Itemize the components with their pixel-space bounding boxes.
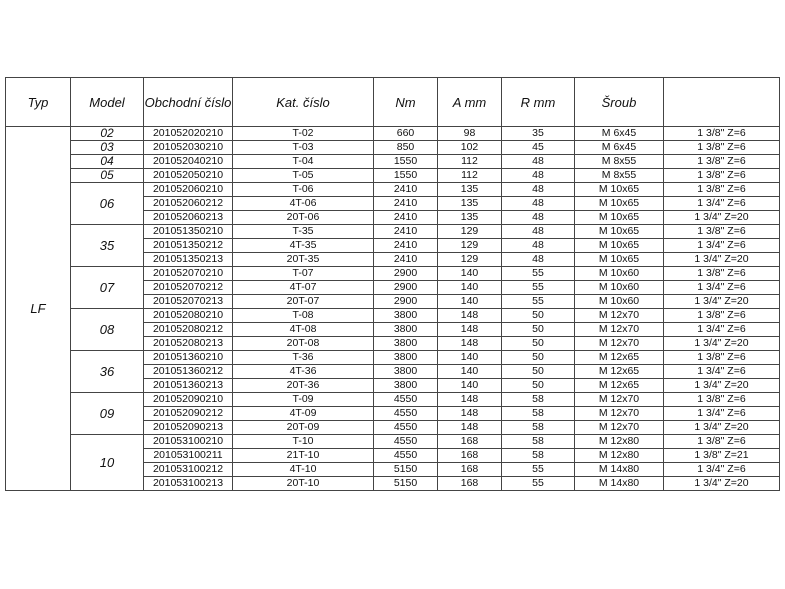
header-blank xyxy=(664,78,780,127)
r-mm-cell: 48 xyxy=(502,197,575,211)
header-nm: Nm xyxy=(374,78,438,127)
zavit-cell: 1 3/8" Z=6 xyxy=(664,393,780,407)
a-mm-cell: 148 xyxy=(438,323,502,337)
header-r-mm: R mm xyxy=(502,78,575,127)
nm-cell: 2410 xyxy=(374,211,438,225)
a-mm-cell: 112 xyxy=(438,169,502,183)
obchodni-cislo-cell: 201052070212 xyxy=(144,281,233,295)
nm-cell: 660 xyxy=(374,127,438,141)
obchodni-cislo-cell: 201052090210 xyxy=(144,393,233,407)
zavit-cell: 1 3/4" Z=20 xyxy=(664,253,780,267)
kat-cislo-cell: 4T-35 xyxy=(233,239,374,253)
model-cell: 36 xyxy=(71,351,144,393)
model-cell: 09 xyxy=(71,393,144,435)
nm-cell: 2900 xyxy=(374,267,438,281)
obchodni-cislo-cell: 201052040210 xyxy=(144,155,233,169)
nm-cell: 3800 xyxy=(374,309,438,323)
a-mm-cell: 168 xyxy=(438,435,502,449)
zavit-cell: 1 3/4" Z=6 xyxy=(664,239,780,253)
model-cell: 05 xyxy=(71,169,144,183)
r-mm-cell: 55 xyxy=(502,295,575,309)
header-model: Model xyxy=(71,78,144,127)
header-typ: Typ xyxy=(6,78,71,127)
table-row xyxy=(6,169,780,183)
model-cell: 04 xyxy=(71,155,144,169)
header-row xyxy=(6,78,780,127)
zavit-cell: 1 3/4" Z=6 xyxy=(664,281,780,295)
model-cell: 07 xyxy=(71,267,144,309)
nm-cell: 5150 xyxy=(374,463,438,477)
obchodni-cislo-cell: 201052060213 xyxy=(144,211,233,225)
zavit-cell: 1 3/8" Z=6 xyxy=(664,127,780,141)
kat-cislo-cell: T-04 xyxy=(233,155,374,169)
r-mm-cell: 50 xyxy=(502,323,575,337)
obchodni-cislo-cell: 201051350213 xyxy=(144,253,233,267)
kat-cislo-cell: T-08 xyxy=(233,309,374,323)
nm-cell: 3800 xyxy=(374,337,438,351)
sroub-cell: M 10x60 xyxy=(575,281,664,295)
kat-cislo-cell: T-07 xyxy=(233,267,374,281)
obchodni-cislo-cell: 201053100210 xyxy=(144,435,233,449)
nm-cell: 2410 xyxy=(374,239,438,253)
sroub-cell: M 12x65 xyxy=(575,365,664,379)
kat-cislo-cell: T-10 xyxy=(233,435,374,449)
header-a-mm: A mm xyxy=(438,78,502,127)
a-mm-cell: 140 xyxy=(438,365,502,379)
obchodni-cislo-cell: 201052090213 xyxy=(144,421,233,435)
obchodni-cislo-cell: 201052070210 xyxy=(144,267,233,281)
obchodni-cislo-cell: 201051360212 xyxy=(144,365,233,379)
zavit-cell: 1 3/8" Z=6 xyxy=(664,435,780,449)
r-mm-cell: 48 xyxy=(502,169,575,183)
r-mm-cell: 45 xyxy=(502,141,575,155)
sroub-cell: M 10x65 xyxy=(575,183,664,197)
zavit-cell: 1 3/4" Z=20 xyxy=(664,477,780,491)
nm-cell: 2410 xyxy=(374,225,438,239)
table-row xyxy=(6,351,780,365)
spec-table xyxy=(5,77,780,491)
r-mm-cell: 55 xyxy=(502,463,575,477)
a-mm-cell: 140 xyxy=(438,351,502,365)
sroub-cell: M 12x80 xyxy=(575,435,664,449)
table-row xyxy=(6,127,780,141)
zavit-cell: 1 3/4" Z=20 xyxy=(664,211,780,225)
kat-cislo-cell: 4T-36 xyxy=(233,365,374,379)
kat-cislo-cell: T-36 xyxy=(233,351,374,365)
kat-cislo-cell: 4T-10 xyxy=(233,463,374,477)
table-row xyxy=(6,267,780,281)
nm-cell: 4550 xyxy=(374,393,438,407)
kat-cislo-cell: 20T-06 xyxy=(233,211,374,225)
model-cell: 03 xyxy=(71,141,144,155)
a-mm-cell: 148 xyxy=(438,407,502,421)
kat-cislo-cell: T-35 xyxy=(233,225,374,239)
a-mm-cell: 98 xyxy=(438,127,502,141)
model-cell: 08 xyxy=(71,309,144,351)
nm-cell: 3800 xyxy=(374,365,438,379)
r-mm-cell: 55 xyxy=(502,477,575,491)
sroub-cell: M 10x65 xyxy=(575,197,664,211)
a-mm-cell: 148 xyxy=(438,421,502,435)
nm-cell: 1550 xyxy=(374,155,438,169)
sroub-cell: M 14x80 xyxy=(575,463,664,477)
kat-cislo-cell: 4T-08 xyxy=(233,323,374,337)
kat-cislo-cell: 20T-10 xyxy=(233,477,374,491)
zavit-cell: 1 3/4" Z=6 xyxy=(664,463,780,477)
r-mm-cell: 48 xyxy=(502,225,575,239)
a-mm-cell: 129 xyxy=(438,253,502,267)
a-mm-cell: 168 xyxy=(438,477,502,491)
nm-cell: 5150 xyxy=(374,477,438,491)
obchodni-cislo-cell: 201053100213 xyxy=(144,477,233,491)
zavit-cell: 1 3/4" Z=6 xyxy=(664,197,780,211)
sroub-cell: M 10x60 xyxy=(575,267,664,281)
sroub-cell: M 12x80 xyxy=(575,449,664,463)
r-mm-cell: 48 xyxy=(502,183,575,197)
kat-cislo-cell: 4T-07 xyxy=(233,281,374,295)
obchodni-cislo-cell: 201052020210 xyxy=(144,127,233,141)
obchodni-cislo-cell: 201053100211 xyxy=(144,449,233,463)
sroub-cell: M 6x45 xyxy=(575,127,664,141)
nm-cell: 4550 xyxy=(374,407,438,421)
r-mm-cell: 58 xyxy=(502,449,575,463)
kat-cislo-cell: 20T-07 xyxy=(233,295,374,309)
sroub-cell: M 12x70 xyxy=(575,407,664,421)
r-mm-cell: 58 xyxy=(502,407,575,421)
nm-cell: 3800 xyxy=(374,351,438,365)
table-row xyxy=(6,393,780,407)
nm-cell: 850 xyxy=(374,141,438,155)
header-kat-cislo: Kat. číslo xyxy=(233,78,374,127)
sroub-cell: M 10x65 xyxy=(575,253,664,267)
sroub-cell: M 10x60 xyxy=(575,295,664,309)
zavit-cell: 1 3/4" Z=20 xyxy=(664,421,780,435)
nm-cell: 3800 xyxy=(374,379,438,393)
a-mm-cell: 112 xyxy=(438,155,502,169)
zavit-cell: 1 3/8" Z=6 xyxy=(664,169,780,183)
a-mm-cell: 140 xyxy=(438,281,502,295)
r-mm-cell: 55 xyxy=(502,267,575,281)
sroub-cell: M 12x70 xyxy=(575,323,664,337)
header-obchodni-cislo: Obchodní číslo xyxy=(144,78,233,127)
sroub-cell: M 10x65 xyxy=(575,225,664,239)
obchodni-cislo-cell: 201052070213 xyxy=(144,295,233,309)
sroub-cell: M 10x65 xyxy=(575,211,664,225)
a-mm-cell: 102 xyxy=(438,141,502,155)
table-row xyxy=(6,183,780,197)
zavit-cell: 1 3/8" Z=6 xyxy=(664,141,780,155)
obchodni-cislo-cell: 201052080210 xyxy=(144,309,233,323)
sroub-cell: M 12x70 xyxy=(575,393,664,407)
kat-cislo-cell: T-06 xyxy=(233,183,374,197)
kat-cislo-cell: 21T-10 xyxy=(233,449,374,463)
r-mm-cell: 58 xyxy=(502,421,575,435)
r-mm-cell: 35 xyxy=(502,127,575,141)
a-mm-cell: 135 xyxy=(438,197,502,211)
nm-cell: 4550 xyxy=(374,421,438,435)
sroub-cell: M 12x70 xyxy=(575,421,664,435)
obchodni-cislo-cell: 201052060212 xyxy=(144,197,233,211)
obchodni-cislo-cell: 201052090212 xyxy=(144,407,233,421)
nm-cell: 1550 xyxy=(374,169,438,183)
kat-cislo-cell: 20T-09 xyxy=(233,421,374,435)
obchodni-cislo-cell: 201051350210 xyxy=(144,225,233,239)
a-mm-cell: 135 xyxy=(438,211,502,225)
zavit-cell: 1 3/4" Z=6 xyxy=(664,323,780,337)
sroub-cell: M 10x65 xyxy=(575,239,664,253)
r-mm-cell: 50 xyxy=(502,309,575,323)
typ-cell: LF xyxy=(6,127,71,491)
zavit-cell: 1 3/8" Z=6 xyxy=(664,351,780,365)
nm-cell: 3800 xyxy=(374,323,438,337)
r-mm-cell: 58 xyxy=(502,435,575,449)
table-row xyxy=(6,141,780,155)
a-mm-cell: 129 xyxy=(438,239,502,253)
kat-cislo-cell: 20T-08 xyxy=(233,337,374,351)
a-mm-cell: 140 xyxy=(438,295,502,309)
zavit-cell: 1 3/8" Z=6 xyxy=(664,267,780,281)
zavit-cell: 1 3/8" Z=6 xyxy=(664,225,780,239)
zavit-cell: 1 3/4" Z=20 xyxy=(664,337,780,351)
r-mm-cell: 48 xyxy=(502,239,575,253)
obchodni-cislo-cell: 201051360210 xyxy=(144,351,233,365)
a-mm-cell: 168 xyxy=(438,463,502,477)
obchodni-cislo-cell: 201051350212 xyxy=(144,239,233,253)
kat-cislo-cell: 4T-09 xyxy=(233,407,374,421)
zavit-cell: 1 3/4" Z=20 xyxy=(664,295,780,309)
r-mm-cell: 48 xyxy=(502,211,575,225)
a-mm-cell: 140 xyxy=(438,379,502,393)
a-mm-cell: 129 xyxy=(438,225,502,239)
r-mm-cell: 48 xyxy=(502,155,575,169)
obchodni-cislo-cell: 201052030210 xyxy=(144,141,233,155)
table-row xyxy=(6,435,780,449)
nm-cell: 4550 xyxy=(374,435,438,449)
zavit-cell: 1 3/4" Z=6 xyxy=(664,365,780,379)
r-mm-cell: 50 xyxy=(502,379,575,393)
sroub-cell: M 8x55 xyxy=(575,169,664,183)
r-mm-cell: 50 xyxy=(502,351,575,365)
kat-cislo-cell: 4T-06 xyxy=(233,197,374,211)
kat-cislo-cell: T-09 xyxy=(233,393,374,407)
zavit-cell: 1 3/8" Z=6 xyxy=(664,309,780,323)
a-mm-cell: 148 xyxy=(438,393,502,407)
obchodni-cislo-cell: 201052080213 xyxy=(144,337,233,351)
zavit-cell: 1 3/4" Z=6 xyxy=(664,407,780,421)
zavit-cell: 1 3/8" Z=6 xyxy=(664,183,780,197)
obchodni-cislo-cell: 201052050210 xyxy=(144,169,233,183)
nm-cell: 4550 xyxy=(374,449,438,463)
sroub-cell: M 12x65 xyxy=(575,351,664,365)
obchodni-cislo-cell: 201052080212 xyxy=(144,323,233,337)
sroub-cell: M 12x70 xyxy=(575,337,664,351)
nm-cell: 2410 xyxy=(374,183,438,197)
r-mm-cell: 50 xyxy=(502,337,575,351)
kat-cislo-cell: T-02 xyxy=(233,127,374,141)
obchodni-cislo-cell: 201052060210 xyxy=(144,183,233,197)
header-sroub: Šroub xyxy=(575,78,664,127)
kat-cislo-cell: T-05 xyxy=(233,169,374,183)
a-mm-cell: 135 xyxy=(438,183,502,197)
kat-cislo-cell: 20T-36 xyxy=(233,379,374,393)
a-mm-cell: 168 xyxy=(438,449,502,463)
table-row xyxy=(6,155,780,169)
r-mm-cell: 50 xyxy=(502,365,575,379)
a-mm-cell: 148 xyxy=(438,337,502,351)
r-mm-cell: 55 xyxy=(502,281,575,295)
zavit-cell: 1 3/8" Z=6 xyxy=(664,155,780,169)
kat-cislo-cell: 20T-35 xyxy=(233,253,374,267)
model-cell: 06 xyxy=(71,183,144,225)
a-mm-cell: 140 xyxy=(438,267,502,281)
nm-cell: 2900 xyxy=(374,295,438,309)
kat-cislo-cell: T-03 xyxy=(233,141,374,155)
table-body xyxy=(6,127,780,491)
nm-cell: 2410 xyxy=(374,197,438,211)
model-cell: 35 xyxy=(71,225,144,267)
nm-cell: 2410 xyxy=(374,253,438,267)
sroub-cell: M 12x70 xyxy=(575,309,664,323)
sroub-cell: M 6x45 xyxy=(575,141,664,155)
table-row xyxy=(6,225,780,239)
sroub-cell: M 8x55 xyxy=(575,155,664,169)
obchodni-cislo-cell: 201051360213 xyxy=(144,379,233,393)
nm-cell: 2900 xyxy=(374,281,438,295)
model-cell: 02 xyxy=(71,127,144,141)
sroub-cell: M 12x65 xyxy=(575,379,664,393)
a-mm-cell: 148 xyxy=(438,309,502,323)
model-cell: 10 xyxy=(71,435,144,491)
zavit-cell: 1 3/8" Z=21 xyxy=(664,449,780,463)
obchodni-cislo-cell: 201053100212 xyxy=(144,463,233,477)
sroub-cell: M 14x80 xyxy=(575,477,664,491)
r-mm-cell: 48 xyxy=(502,253,575,267)
table-row xyxy=(6,309,780,323)
r-mm-cell: 58 xyxy=(502,393,575,407)
zavit-cell: 1 3/4" Z=20 xyxy=(664,379,780,393)
